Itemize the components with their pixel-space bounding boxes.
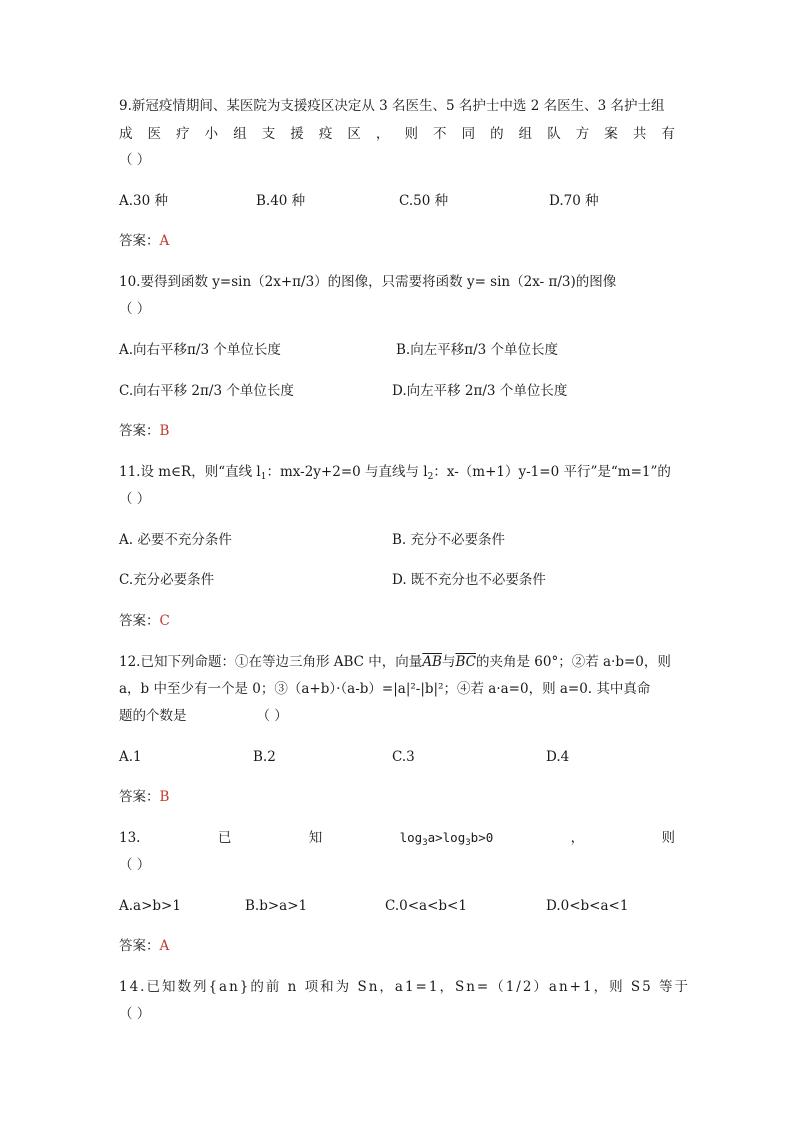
q9-line2-char: 小	[204, 126, 219, 142]
q12-answer-label: 答案：	[119, 789, 160, 805]
q11-option-d: D. 既不充分也不必要条件	[392, 572, 546, 588]
q13-option-d: D.0<b<a<1	[546, 898, 629, 914]
vector-bc: $\overline{BC}$	[455, 654, 476, 670]
q13-num: 13.	[119, 830, 141, 846]
q10-option-b: B.向左平移π/3 个单位长度	[396, 342, 559, 358]
q9-line2-char: 共	[632, 126, 647, 142]
q9-line2-char: 则	[404, 126, 418, 142]
q9-answer-label: 答案：	[119, 233, 160, 249]
q9-line2-char: 的	[490, 126, 504, 142]
q9-line2-char: 案	[604, 126, 618, 142]
q11-answer	[119, 612, 170, 630]
q11-answer-label: 答案：	[119, 613, 160, 629]
q13-word3: 则	[661, 830, 675, 846]
q13-answer	[119, 937, 169, 955]
q12-text-c: 题的个数是	[119, 708, 187, 724]
q12-option-a: A.1	[119, 749, 142, 765]
q9-line2-char: 组	[518, 126, 533, 142]
q13-answer-label: 答案：	[119, 938, 160, 954]
q9-line2-char: 疫	[318, 126, 333, 142]
q12-option-c: C.3	[392, 749, 415, 765]
q13-paren: （ ）	[119, 857, 151, 873]
q9-line2-char: 成	[119, 126, 133, 142]
q11-text-c: ：x-（m+1）y-1=0 平行”是“m=1”的	[433, 464, 671, 480]
q13-sub-b: 3	[465, 838, 471, 848]
q11-text-a: 11.设 m∈R，则“直线 l	[119, 464, 261, 480]
q9-line2-char: ，	[375, 126, 390, 142]
q13-expr-a: log	[399, 830, 423, 845]
q10-answer	[119, 422, 169, 440]
q13-option-b: B.b>a>1	[245, 898, 308, 914]
q12-text-a: 12.已知下列命题：①在等边三角形 ABC 中，向量	[119, 654, 423, 670]
q11-option-b: B. 充分不必要条件	[392, 532, 506, 548]
q9-line2-char: 疗	[176, 126, 190, 142]
q9-line2-char: 有	[661, 126, 675, 142]
q9-option-b: B.40 种	[256, 193, 306, 209]
q13-line1	[119, 829, 675, 852]
q12-option-d: D.4	[546, 749, 570, 765]
q12-text-mid: 与	[441, 654, 456, 670]
q9-line2-char: 队	[547, 126, 561, 142]
q9-line2-char: 支	[261, 126, 276, 142]
q9-line2-char: 医	[147, 126, 162, 142]
q11-paren: （ ）	[119, 491, 151, 507]
q10-answer-value: B	[159, 423, 170, 439]
q11-option-c: C.充分必要条件	[119, 572, 215, 588]
q9-line2-char: 同	[461, 126, 476, 142]
q11-sub1: 1	[260, 472, 267, 482]
q13-expr-c: b>0	[470, 830, 494, 845]
q13-word2: 知	[308, 830, 323, 846]
q13-answer-value: A	[159, 938, 170, 954]
q12-line1	[119, 653, 671, 671]
q11-text-b: ：mx-2y+2=0 与直线与 l	[266, 464, 428, 480]
q10-option-c: C.向右平移 2π/3 个单位长度	[119, 383, 294, 399]
q12-text-b: 的夹角是 60°；②若 a·b=0，则	[476, 654, 671, 670]
q12-line2: a，b 中至少有一个是 0；③（a+b）·（a-b）=|a|²-|b|²；④若 a·a=0，则 a=0. 其中真命	[119, 681, 651, 697]
q9-line2-char: 方	[575, 126, 590, 142]
q9-line2-char: 援	[290, 126, 304, 142]
q10-option-d: D.向左平移 2π/3 个单位长度	[392, 383, 568, 399]
q11-line1	[119, 463, 671, 486]
q10-paren: （ ）	[119, 301, 151, 317]
q10-answer-label: 答案：	[119, 423, 160, 439]
q9-answer-value: A	[159, 233, 170, 249]
q11-sub2: 2	[427, 472, 434, 482]
q13-option-c: C.0<a<b<1	[385, 898, 467, 914]
q9-line2-char: 区	[347, 126, 361, 142]
q13-word1: 已	[217, 830, 232, 846]
q10-line1: 10.要得到函数 y=sin（2x+π/3）的图像，只需要将函数 y= sin（2x- π/3)的图像	[119, 274, 617, 290]
q11-answer-value: C	[159, 613, 170, 629]
q13-expression	[400, 829, 494, 852]
q9-line2-char: 不	[433, 126, 447, 142]
q9-option-a: A.30 种	[119, 193, 169, 209]
q9-line1: 9.新冠疫情期间、某医院为支援疫区决定从 3 名医生、5 名护士中选 2 名医生、3 名护士组	[119, 98, 665, 114]
q12-answer	[119, 788, 169, 806]
vector-ab: $\overline{AB}$	[422, 654, 442, 670]
q13-option-a: A.a>b>1	[119, 898, 181, 914]
q10-option-a: A.向右平移π/3 个单位长度	[119, 342, 281, 358]
q14-line1: 14.已知数列{an}的前 n 项和为 Sn，a1=1，Sn=（1/2）an+1，则 S5 等于	[119, 979, 690, 995]
q13-expr-b: a>log	[427, 830, 466, 845]
q14-paren: （ ）	[119, 1006, 151, 1022]
q9-line2	[119, 125, 675, 143]
q9-paren: （ ）	[119, 152, 151, 168]
q12-paren: （ ）	[256, 708, 288, 724]
q9-line2-char: 组	[233, 126, 247, 142]
q12-line3	[119, 707, 288, 725]
q12-answer-value: B	[159, 789, 170, 805]
q9-option-c: C.50 种	[399, 193, 449, 209]
q9-answer	[119, 232, 169, 250]
q12-option-b: B.2	[253, 749, 276, 765]
q13-comma: ，	[570, 830, 585, 846]
q13-sub-a: 3	[422, 838, 428, 848]
q11-option-a: A. 必要不充分条件	[119, 532, 232, 548]
q9-option-d: D.70 种	[549, 193, 599, 209]
